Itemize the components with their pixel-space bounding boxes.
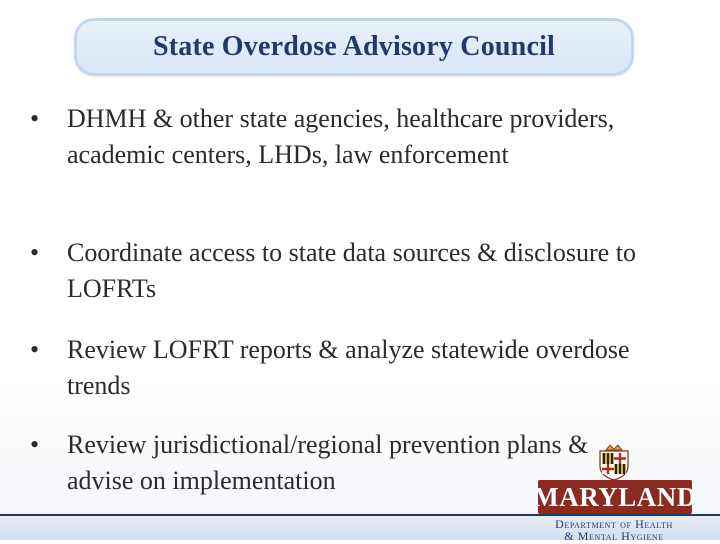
logo-department-line: Department of Health: [555, 517, 673, 531]
bullet-item: [30, 332, 650, 404]
bullet-marker: •: [30, 238, 40, 267]
maryland-wordmark: MARYLAND: [538, 480, 692, 514]
maryland-seal-icon: [590, 442, 638, 482]
maryland-dhmh-logo: [533, 442, 697, 543]
bullet-text: Review jurisdictional/regional prevention plans & advise on implementation: [67, 430, 589, 495]
bullet-text: Coordinate access to state data sources & disclosure to LOFRTs: [67, 238, 636, 303]
slide-title: State Overdose Advisory Council: [152, 31, 556, 62]
bullet-text: Review LOFRT reports & analyze statewide overdose trends: [67, 335, 630, 400]
bullet-text: DHMH & other state agencies, healthcare providers, academic centers, LHDs, law enforcement: [67, 104, 615, 169]
bullet-marker: •: [30, 104, 40, 133]
bullet-item: [30, 235, 650, 307]
bullet-marker: •: [30, 430, 40, 459]
bullet-item: [30, 101, 650, 173]
logo-department-line-2: & Mental Hygiene: [564, 529, 664, 543]
bullet-marker: •: [30, 335, 40, 364]
